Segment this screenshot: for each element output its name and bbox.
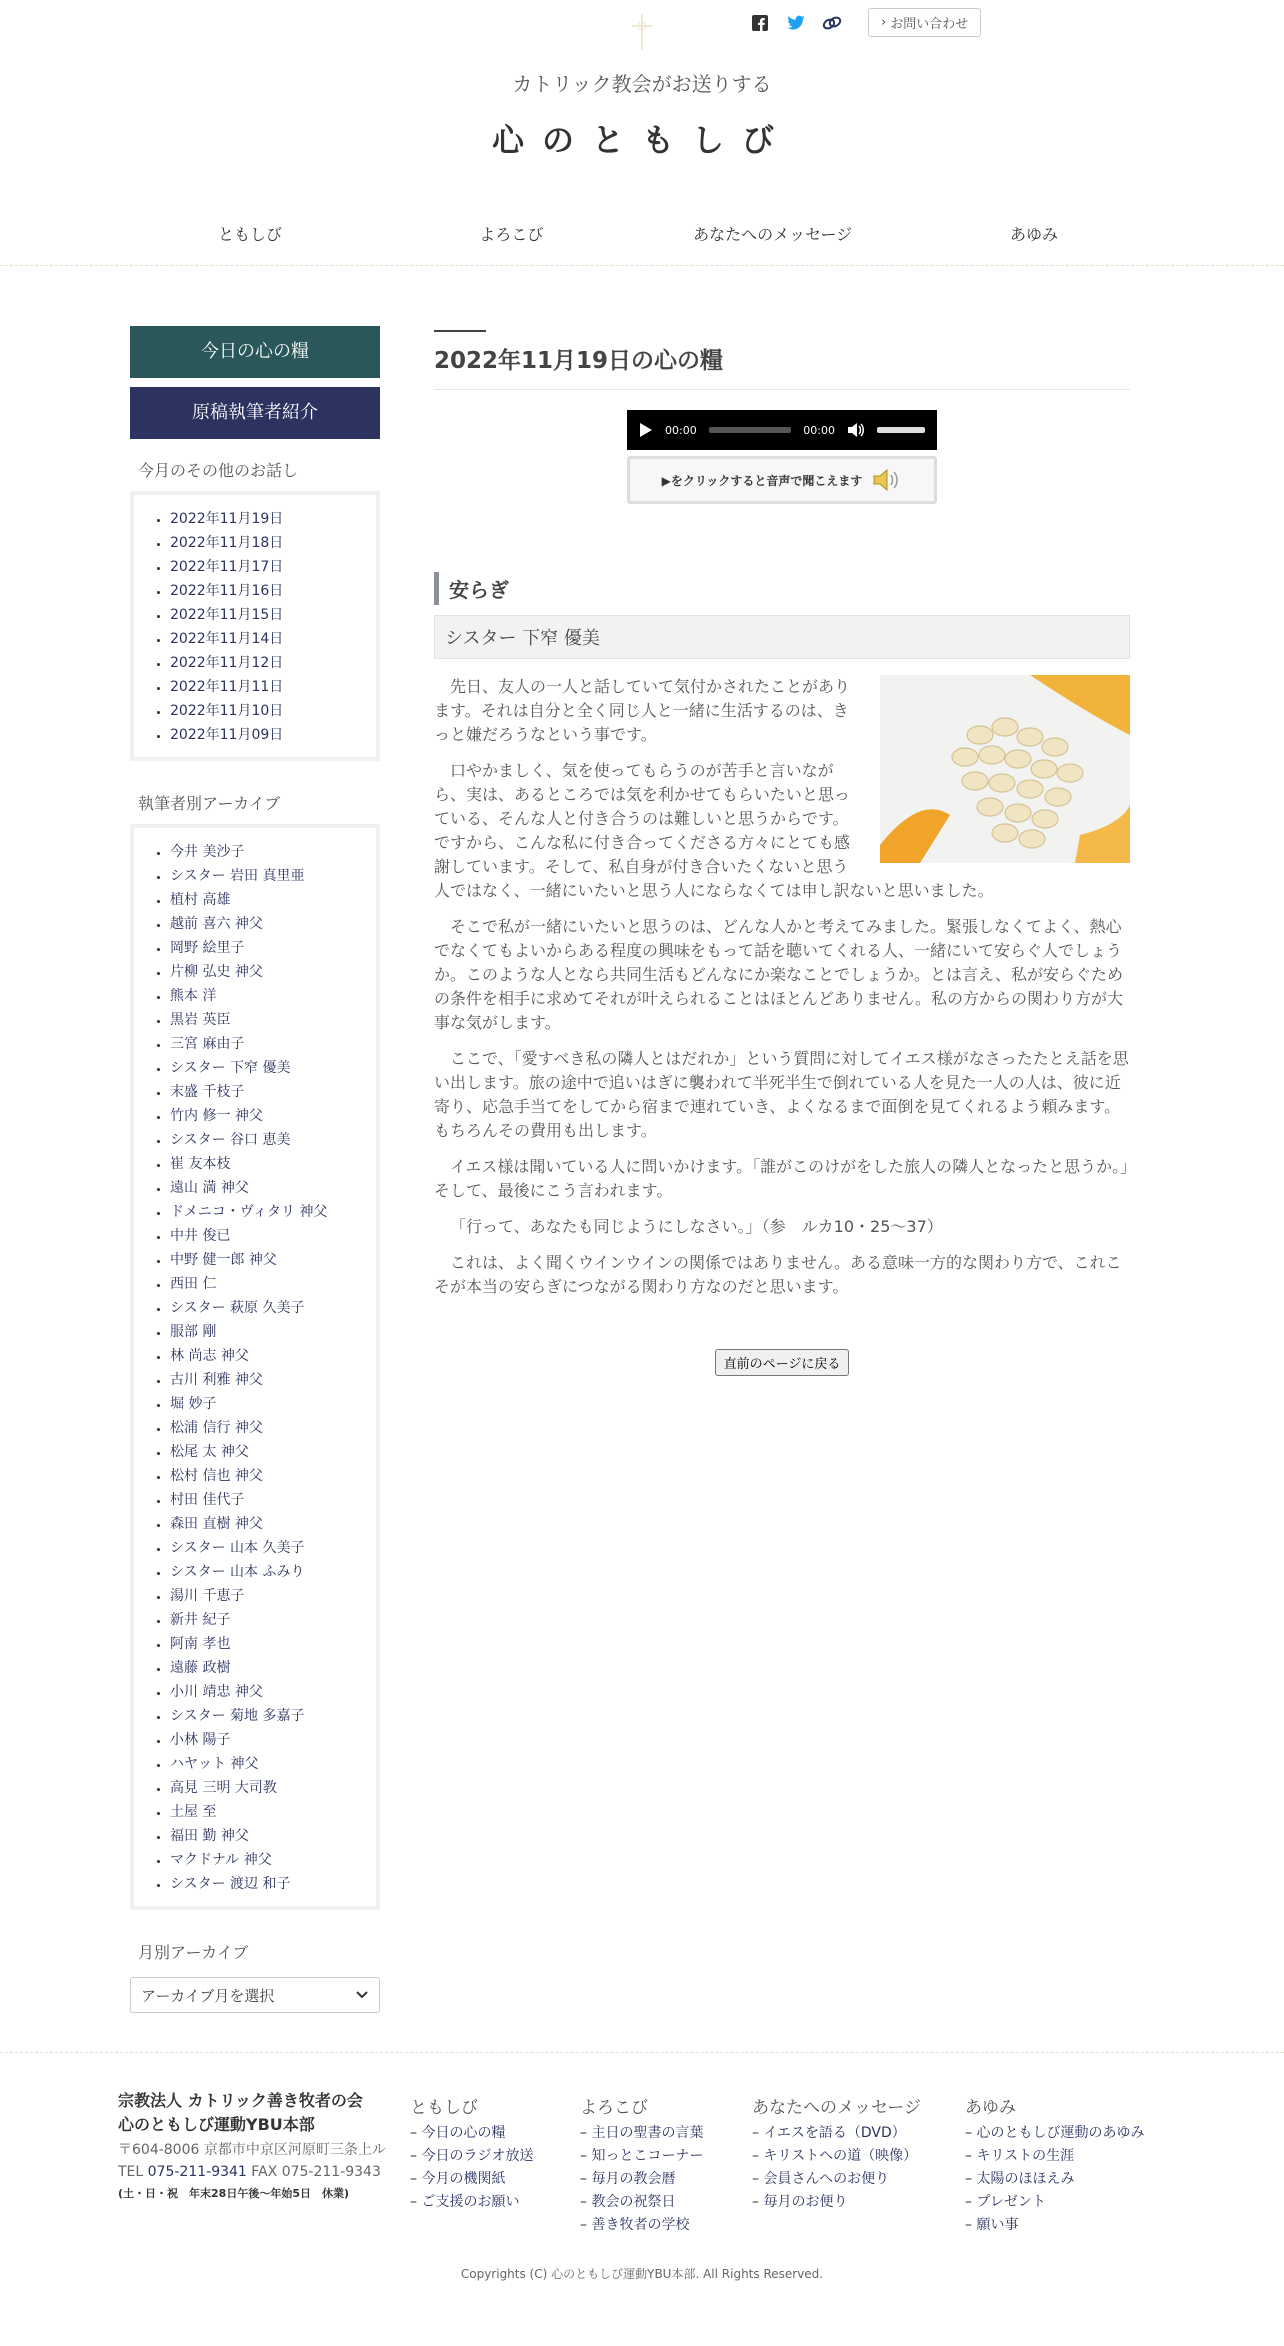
fax-number: 075-211-9343 — [281, 2164, 381, 2180]
article-paragraph: イエス様は聞いている人に問いかけます。「誰がこのけがをした旅人の隣人となったと思うか。」そして、最後にこう言われます。 — [434, 1157, 1129, 1200]
audio-note-text: ▶をクリックすると音声で聞こえます — [661, 473, 863, 488]
month-story-link[interactable]: • 2022年11月18日 — [170, 531, 366, 555]
author-link[interactable]: • シスター 下窄 優美 — [170, 1056, 366, 1080]
author-link[interactable]: • 服部 剛 — [170, 1320, 366, 1344]
month-story-link[interactable]: • 2022年11月15日 — [170, 603, 366, 627]
footer-link[interactable]: – イエスを語る（DVD） — [752, 2122, 921, 2145]
author-link[interactable]: • シスター 山本 久美子 — [170, 1536, 366, 1560]
author-link[interactable]: • 新井 紀子 — [170, 1608, 366, 1632]
writers-button[interactable]: 原稿執筆者紹介 — [130, 387, 380, 439]
contact-label: お問い合わせ — [890, 17, 969, 32]
volume-icon[interactable] — [847, 422, 865, 438]
tel-number[interactable]: 075-211-9341 — [147, 2164, 247, 2180]
author-link[interactable]: • シスター 渡辺 和子 — [170, 1872, 366, 1896]
contact-button[interactable] — [868, 8, 981, 37]
author-link[interactable]: • 末盛 千枝子 — [170, 1080, 366, 1104]
author-link[interactable]: • 植村 高雄 — [170, 888, 366, 912]
author-archive-heading: 執筆者別アーカイブ — [138, 794, 281, 813]
footer-link[interactable]: – 太陽のほほえみ — [965, 2168, 1144, 2191]
footer-link[interactable]: – 教会の祝祭日 — [580, 2191, 703, 2214]
month-story-link[interactable]: • 2022年11月09日 — [170, 723, 366, 747]
author-link[interactable]: • シスター 菊地 多嘉子 — [170, 1704, 366, 1728]
footer-link[interactable]: – 主日の聖書の言葉 — [580, 2122, 703, 2145]
chevron-down-icon — [355, 1990, 369, 2000]
link-icon[interactable] — [822, 13, 842, 33]
footer-col-yorokobi — [580, 2093, 703, 2237]
article-paragraph: ここで、「愛すべき私の隣人とはだれか」という質問に対してイエス様がなさったたとえ話を思い出します。旅の途中で追いはぎに襲われて半死半生で倒れている人を見た一人の人は、彼に近寄り、応急手当てをしてから宿まで連れていき、よくなるまで面倒を見てくれるよう頼みます。もちろんその費用も出します。 — [434, 1049, 1129, 1140]
author-link[interactable]: • 越前 喜六 神父 — [170, 912, 366, 936]
month-story-link[interactable]: • 2022年11月17日 — [170, 555, 366, 579]
author-link[interactable]: • 高見 三明 大司教 — [170, 1776, 366, 1800]
footer-link[interactable]: – ご支援のお願い — [410, 2191, 533, 2214]
author-link[interactable]: • シスター 山本 ふみり — [170, 1560, 366, 1584]
audio-player — [627, 410, 937, 450]
play-icon[interactable] — [639, 422, 653, 438]
tel-label: TEL — [118, 2164, 144, 2180]
copyright: Copyrights (C) 心のともしび運動YBU本部. All Rights Reserved. — [460, 2267, 824, 2281]
twitter-icon[interactable] — [786, 13, 806, 33]
footer-link-list — [965, 2122, 1144, 2237]
facebook-icon[interactable] — [750, 13, 770, 33]
footer-col-ayumi — [965, 2093, 1144, 2237]
author-link[interactable]: • 中野 健一郎 神父 — [170, 1248, 366, 1272]
author-link[interactable]: • 西田 仁 — [170, 1272, 366, 1296]
footer-link[interactable]: – 今日の心の糧 — [410, 2122, 533, 2145]
footer-link[interactable]: – 心のともしび運動のあゆみ — [965, 2122, 1144, 2145]
ginkgo-nuts-photo — [880, 675, 1130, 863]
footer-col-title[interactable]: あゆみ — [965, 2098, 1016, 2118]
author-link[interactable]: • 林 尚志 神父 — [170, 1344, 366, 1368]
article-paragraph: 口やかましく、気を使ってもらうのが苦手と言いながら、実は、あるところでは気を利かせてもらいたいと思っている、そんな人と付き合うのは難しいと思うからです。ですから、こんな私に付き合ってくださる方々にとても感謝しています。そして、私自身が付き合いたくないと思う人ではなく、一緒にいたいと思う人にならなくては申し訳ないと思いました。 — [434, 761, 994, 900]
org-address: 〒604-8006 京都市中京区河原町三条上ル — [118, 2142, 386, 2158]
player-progress[interactable] — [709, 427, 792, 433]
back-button[interactable]: 直前のページに戻る — [715, 1349, 850, 1376]
month-stories-list — [144, 507, 366, 747]
author-link[interactable]: • 小林 陽子 — [170, 1728, 366, 1752]
author-link[interactable]: • 古川 利雅 神父 — [170, 1368, 366, 1392]
month-story-link[interactable]: • 2022年11月19日 — [170, 507, 366, 531]
nav-item-tomoshibi[interactable]: ともしび — [217, 225, 282, 244]
today-kate-button[interactable]: 今日の心の糧 — [130, 326, 380, 378]
article-body — [434, 675, 1130, 1299]
footer-link[interactable]: – 毎月の教会暦 — [580, 2168, 703, 2191]
author-link[interactable]: • 松村 信也 神父 — [170, 1464, 366, 1488]
author-link[interactable]: • 今井 美沙子 — [170, 840, 366, 864]
nav-item-ayumi[interactable]: あゆみ — [1009, 225, 1058, 244]
player-time-current: 00:00 — [665, 423, 697, 437]
monthly-archive-heading: 月別アーカイブ — [138, 1943, 249, 1962]
global-nav — [130, 222, 1154, 245]
author-link[interactable]: • 村田 佳代子 — [170, 1488, 366, 1512]
article-paragraph: 「行って、あなたも同じようにしなさい。」（参 ルカ10・25～37） — [450, 1217, 943, 1236]
month-story-link[interactable]: • 2022年11月16日 — [170, 579, 366, 603]
author-link[interactable]: • シスター 岩田 真里亜 — [170, 864, 366, 888]
archive-month-select[interactable] — [130, 1977, 380, 2013]
organization-info — [118, 2089, 408, 2205]
author-link[interactable]: • マクドナル 神父 — [170, 1848, 366, 1872]
title-rule — [434, 330, 486, 332]
author-link[interactable]: • 松浦 信行 神父 — [170, 1416, 366, 1440]
author-link[interactable]: • 黒岩 英臣 — [170, 1008, 366, 1032]
archive-month-select-value: アーカイブ月を選択 — [141, 1986, 275, 2005]
author-link[interactable]: • 崔 友本枝 — [170, 1152, 366, 1176]
footer-link-list — [410, 2122, 533, 2214]
author-link[interactable]: • 熊本 洋 — [170, 984, 366, 1008]
article-paragraph: これは、よく聞くウインウインの関係ではありません。ある意味一方的な関わり方で、これこそが本当の安らぎにつながる関わり方なのだと思います。 — [434, 1253, 1122, 1296]
author-name: シスター 下窄 優美 — [434, 615, 1130, 659]
author-link[interactable]: • 阿南 孝也 — [170, 1632, 366, 1656]
chevron-right-icon: › — [881, 15, 887, 30]
footer-col-tomoshibi — [410, 2093, 533, 2214]
org-phone — [118, 2161, 408, 2183]
main-content — [434, 330, 1130, 1376]
footer-link[interactable]: – 今日のラジオ放送 — [410, 2145, 533, 2168]
speaker-icon — [872, 468, 902, 492]
footer-col-title[interactable]: あなたへのメッセージ — [752, 2098, 921, 2118]
footer-link[interactable]: – キリストへの道（映像） — [752, 2145, 921, 2168]
author-link[interactable]: • 堀 妙子 — [170, 1392, 366, 1416]
nav-item-message[interactable]: あなたへのメッセージ — [693, 225, 853, 244]
author-link[interactable]: • 森田 直樹 神父 — [170, 1512, 366, 1536]
social-links — [750, 8, 981, 37]
footer-link[interactable]: – キリストの生涯 — [965, 2145, 1144, 2168]
author-link[interactable]: • シスター 谷口 恵美 — [170, 1128, 366, 1152]
author-link[interactable]: • 福田 勤 神父 — [170, 1824, 366, 1848]
month-story-link[interactable]: • 2022年11月14日 — [170, 627, 366, 651]
author-link[interactable]: • 小川 靖忠 神父 — [170, 1680, 366, 1704]
author-link[interactable]: • 土屋 至 — [170, 1800, 366, 1824]
month-story-link[interactable]: • 2022年11月10日 — [170, 699, 366, 723]
org-subname: 心のともしび運動YBU本部 — [118, 2115, 315, 2134]
footer-link-list — [752, 2122, 921, 2214]
author-link[interactable]: • 湯川 千恵子 — [170, 1584, 366, 1608]
author-link[interactable]: • ハヤット 神父 — [170, 1752, 366, 1776]
footer-link[interactable]: – プレゼント — [965, 2191, 1144, 2214]
month-stories-heading: 今月のその他のお話し — [138, 461, 299, 480]
footer-link[interactable]: – 善き牧者の学校 — [580, 2214, 703, 2237]
back-button-wrap — [434, 1349, 1130, 1376]
author-link[interactable]: • 竹内 修一 神父 — [170, 1104, 366, 1128]
fax-label: FAX — [251, 2164, 278, 2180]
author-link[interactable]: • 中井 俊已 — [170, 1224, 366, 1248]
footer-col-title[interactable]: よろこび — [580, 2098, 648, 2118]
author-archive-box — [130, 824, 380, 1910]
post-title: 2022年11月19日の心の糧 — [434, 342, 1130, 390]
month-stories-box — [130, 491, 380, 761]
author-link[interactable]: • 片柳 弘史 神父 — [170, 960, 366, 984]
month-story-link[interactable]: • 2022年11月11日 — [170, 675, 366, 699]
footer-link-list — [580, 2122, 703, 2237]
author-link[interactable]: • 岡野 絵里子 — [170, 936, 366, 960]
footer-link[interactable]: – 会員さんへのお便り — [752, 2168, 921, 2191]
article-paragraph: そこで私が一緒にいたいと思うのは、どんな人かと考えてみました。緊張しなくてよく、熱心でなくてもよいからある程度の興味をもって話を聴いてくれる人、一緒にいて安らぐ人でしょうか。このような人となら共同生活もどんなにか楽なことでしょうか。とは言え、私が安らぐための条件を相手に求めてそれが叶えられることはほとんどありません。私の方からの関わり方が大事な気がします。 — [434, 917, 1123, 1032]
site-title[interactable]: 心のともしび — [491, 121, 792, 159]
article-paragraph: 先日、友人の一人と話していて気付かされたことがあります。それは自分と全く同じ人と一緒に生活するのは、きっと嫌だろうなという事です。 — [434, 677, 851, 744]
author-link[interactable]: • 遠藤 政樹 — [170, 1656, 366, 1680]
author-link[interactable]: • 松尾 太 神父 — [170, 1440, 366, 1464]
footer-link[interactable]: – 願い事 — [965, 2214, 1144, 2237]
nav-item-yorokobi[interactable]: よろこび — [479, 225, 544, 244]
org-hours: (土・日・祝 年末28日午後〜年始5日 休業) — [118, 2187, 350, 2200]
cross-logo-icon — [629, 12, 655, 52]
sidebar — [130, 326, 380, 2013]
section-heading: 安らぎ — [434, 572, 1130, 605]
footer-link[interactable]: – 知っとこコーナー — [580, 2145, 703, 2168]
author-link[interactable]: • ドメニコ・ヴィタリ 神父 — [170, 1200, 366, 1224]
footer-link[interactable]: – 今月の機関紙 — [410, 2168, 533, 2191]
player-time-total: 00:00 — [803, 423, 835, 437]
audio-note — [627, 456, 937, 504]
site-footer — [0, 2052, 1284, 2346]
org-name: 宗教法人 カトリック善き牧者の会 — [118, 2091, 363, 2110]
author-link[interactable]: • シスター 萩原 久美子 — [170, 1296, 366, 1320]
footer-link[interactable]: – 毎月のお便り — [752, 2191, 921, 2214]
volume-slider[interactable] — [877, 427, 925, 433]
month-story-link[interactable]: • 2022年11月12日 — [170, 651, 366, 675]
author-link[interactable]: • 遠山 満 神父 — [170, 1176, 366, 1200]
tagline: カトリック教会がお送りする — [512, 72, 772, 96]
footer-col-message — [752, 2093, 921, 2214]
site-header — [0, 0, 1284, 266]
author-link[interactable]: • 三宮 麻由子 — [170, 1032, 366, 1056]
footer-col-title[interactable]: ともしび — [410, 2098, 478, 2118]
author-archive-list — [144, 840, 366, 1896]
